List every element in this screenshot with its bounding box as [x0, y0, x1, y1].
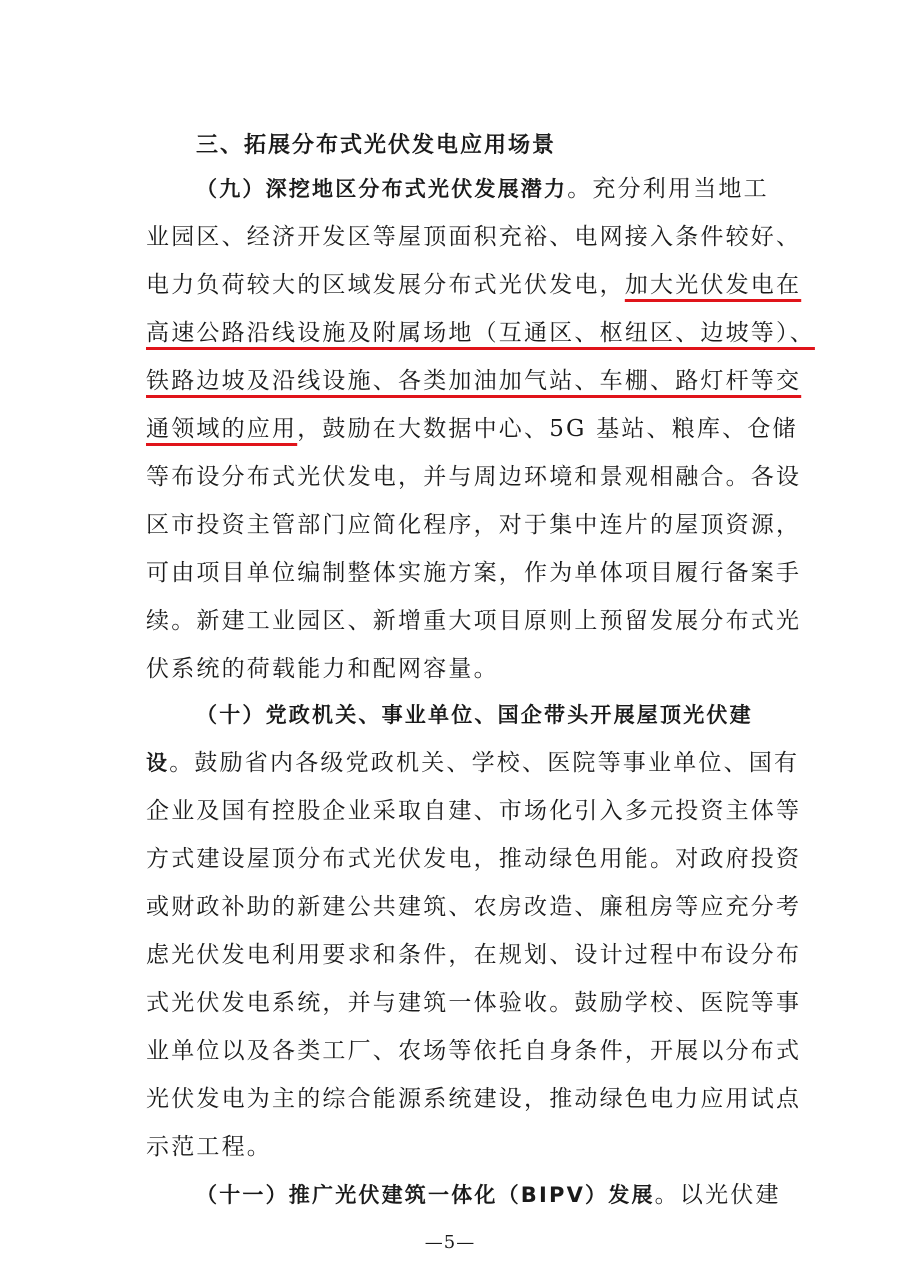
paragraph-9-line-11: 伏系统的荷载能力和配网容量。: [146, 656, 499, 682]
paragraph-9-line-7: 等布设分布式光伏发电，并与周边环境和景观相融合。各设: [146, 464, 802, 490]
highlighted-text: 铁路边坡及沿线设施、各类加油加气站、车棚、路灯杆等交: [146, 368, 802, 394]
paragraph-9-line-4: [146, 318, 815, 348]
paragraph-9-text: 电力负荷较大的区域发展分布式光伏发电，: [146, 272, 625, 298]
paragraph-9-text: ，鼓励在大数据中心、5G 基站、粮库、仓储: [297, 416, 798, 442]
paragraph-9-line-1: [196, 174, 786, 204]
paragraph-10-line-2: [146, 748, 800, 778]
paragraph-9-line-6: [146, 414, 798, 444]
paragraph-10-line-6: 虑光伏发电利用要求和条件，在规划、设计过程中布设分布: [146, 942, 802, 968]
paragraph-10-heading-end: 设: [146, 751, 170, 775]
paragraph-10-line-1: [196, 700, 786, 730]
paragraph-10-heading: （十）党政机关、事业单位、国企带头开展屋顶光伏建: [196, 703, 753, 727]
paragraph-10-line-3: 企业及国有控股企业采取自建、市场化引入多元投资主体等: [146, 798, 802, 824]
section-title: 三、拓展分布式光伏发电应用场景: [196, 133, 557, 158]
paragraph-10-line-8: 业单位以及各类工厂、农场等依托自身条件，开展以分布式: [146, 1038, 802, 1064]
paragraph-10-text: 。鼓励省内各级党政机关、学校、医院等事业单位、国有: [169, 750, 800, 776]
highlighted-text: 通领域的应用: [146, 416, 298, 442]
paragraph-10-line-5: 或财政补助的新建公共建筑、农房改造、廉租房等应充分考: [146, 894, 802, 920]
paragraph-9-line-10: 续。新建工业园区、新增重大项目原则上预留发展分布式光: [146, 608, 802, 634]
paragraph-11-line-1: [196, 1180, 786, 1210]
paragraph-10-line-4: 方式建设屋顶分布式光伏发电，推动绿色用能。对政府投资: [146, 846, 802, 872]
paragraph-11-text: 。以光伏建: [654, 1182, 781, 1208]
paragraph-10-line-9: 光伏发电为主的综合能源系统建设，推动绿色电力应用试点: [146, 1086, 802, 1112]
paragraph-11-heading: （十一）推广光伏建筑一体化（BIPV）发展: [196, 1183, 655, 1207]
paragraph-10-line-10: 示范工程。: [146, 1134, 272, 1160]
paragraph-10-line-7: 式光伏发电系统，并与建筑一体验收。鼓励学校、医院等事: [146, 990, 802, 1016]
highlighted-text: 高速公路沿线设施及附属场地（互通区、枢纽区、边坡等）、: [146, 320, 815, 346]
paragraph-9-line-2: 业园区、经济开发区等屋顶面积充裕、电网接入条件较好、: [146, 224, 802, 250]
paragraph-9-line-8: 区市投资主管部门应简化程序，对于集中连片的屋顶资源，: [146, 512, 802, 538]
page-number: —5—: [424, 1232, 476, 1253]
paragraph-9-heading: （九）深挖地区分布式光伏发展潜力: [196, 177, 568, 201]
paragraph-9-line-9: 可由项目单位编制整体实施方案，作为单体项目履行备案手: [146, 560, 802, 586]
highlighted-text: 加大光伏发电在: [624, 272, 802, 298]
paragraph-9-line-3: [146, 270, 802, 300]
paragraph-9-line-5: [146, 366, 802, 396]
paragraph-9-text: 。充分利用当地工: [567, 176, 769, 202]
